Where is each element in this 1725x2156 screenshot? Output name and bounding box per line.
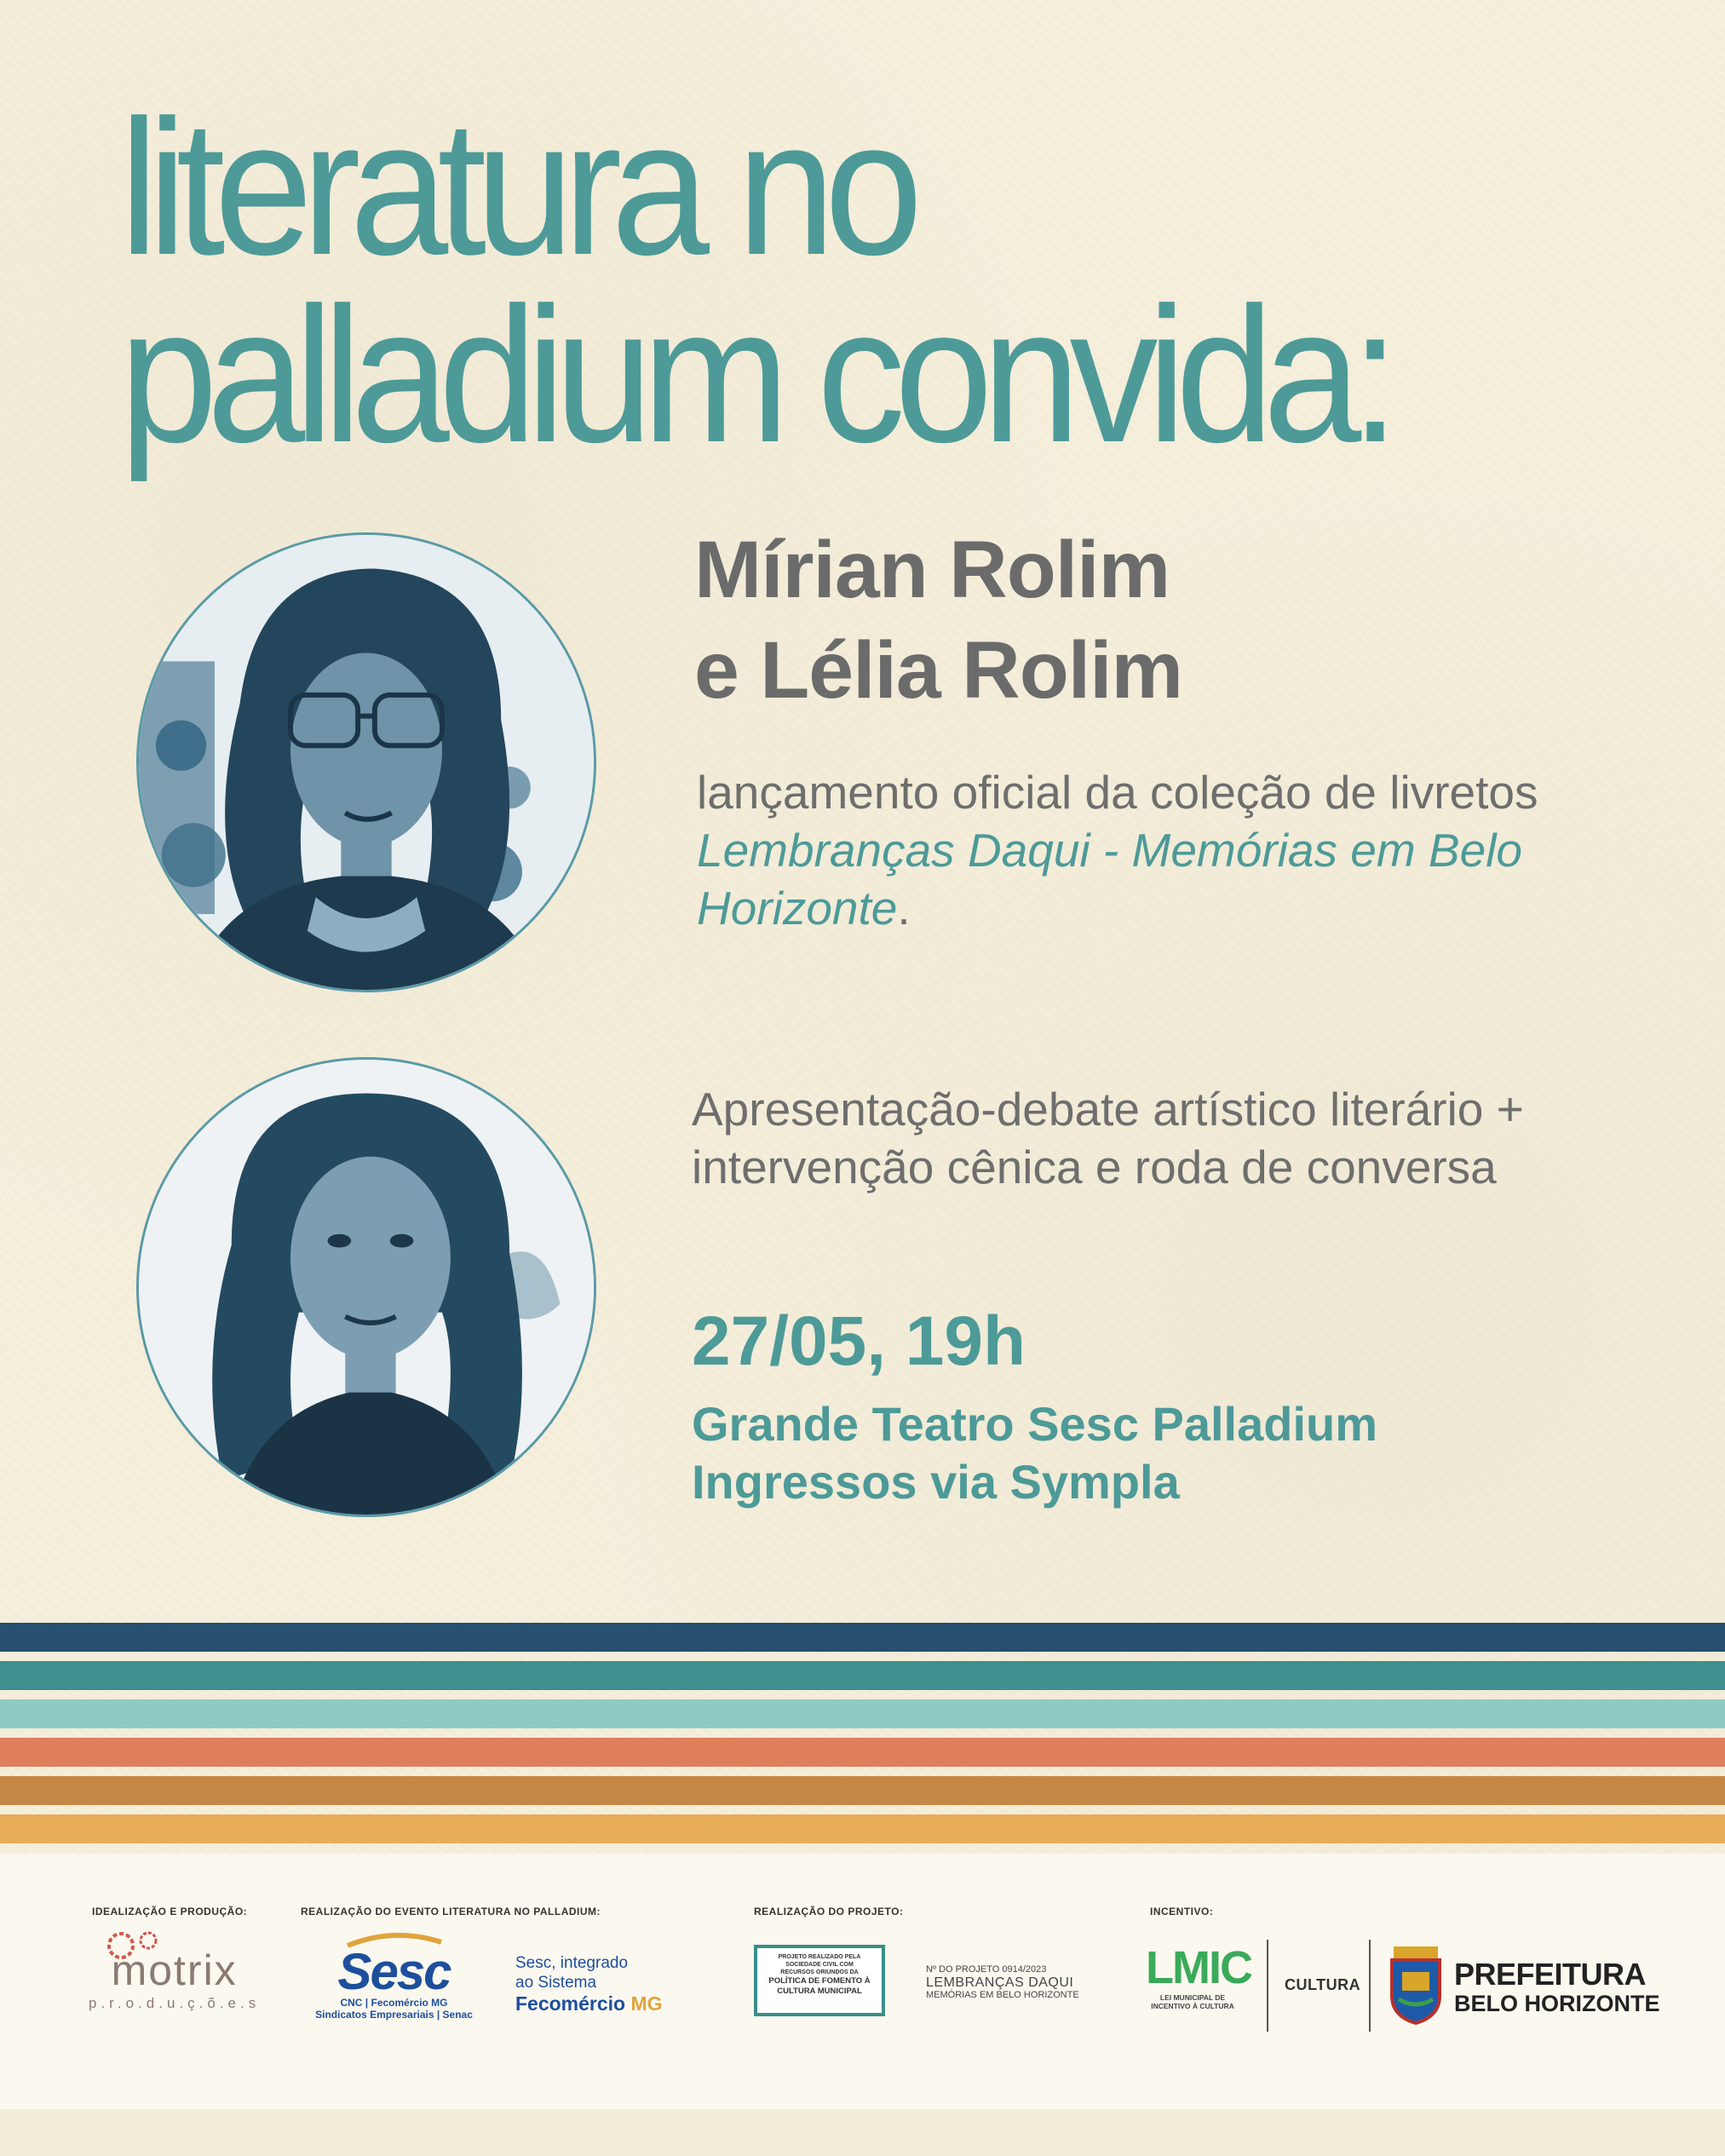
stripe [0, 1776, 1725, 1805]
sesc-subtitle: CNC | Fecomércio MG [340, 1997, 448, 2009]
fecomercio-logo [515, 1953, 663, 2015]
launch-suffix: . [897, 882, 911, 934]
fomento-line-4: POLÍTICA DE FOMENTO À [768, 1976, 871, 1986]
label-idealizacao: IDEALIZAÇÃO E PRODUÇÃO: [92, 1906, 248, 1917]
portrait-illustration-2 [139, 1060, 594, 1515]
guest-photo-2 [136, 1057, 596, 1517]
portrait-illustration-1 [139, 535, 594, 990]
launch-text: lançamento oficial da coleção de livretos [697, 766, 1538, 819]
ticket-info: Ingressos via Sympla [692, 1455, 1180, 1509]
stripe [0, 1661, 1725, 1690]
project-number-line-2: LEMBRANÇAS DAQUI [926, 1975, 1074, 1990]
fecomercio-line-2: ao Sistema [515, 1974, 597, 1992]
motrix-logo [89, 1934, 260, 2012]
poster-title [119, 79, 1389, 482]
fecomercio-wordmark: Fecomércio [515, 1992, 626, 2015]
fomento-seal [754, 1945, 885, 2016]
label-realizacao-projeto: REALIZAÇÃO DO PROJETO: [754, 1906, 904, 1917]
event-description: Apresentação-debate artístico literário + intervenção cênica e roda de conversa [692, 1083, 1524, 1193]
event-venue [692, 1395, 1377, 1511]
project-number-line-1: Nº DO PROJETO 0914/2023 [926, 1964, 1047, 1975]
footer-divider [1267, 1940, 1268, 2032]
motrix-subtitle: p.r.o.d.u.ç.õ.e.s [89, 1995, 261, 2011]
prefeitura-line-1: PREFEITURA [1454, 1957, 1647, 1992]
footer-bottom-band [0, 2109, 1725, 2156]
label-realizacao-evento: REALIZAÇÃO DO EVENTO LITERATURA NO PALLADIUM: [301, 1906, 601, 1917]
event-datetime: 27/05, 19h [692, 1302, 1026, 1380]
sesc-logo [302, 1932, 486, 2021]
launch-description [697, 763, 1676, 937]
footer-divider [1369, 1940, 1371, 2032]
guest-photo-1 [136, 532, 596, 992]
lmic-sub-1: LEI MUNICIPAL DE [1159, 1993, 1226, 2002]
sesc-wordmark: Sesc [337, 1943, 451, 2000]
fecomercio-brand [515, 1992, 663, 2015]
stripe [0, 1623, 1725, 1652]
guest-names-line-2: e Lélia Rolim [694, 625, 1183, 716]
lmic-sub-2: INCENTIVO À CULTURA [1151, 2002, 1234, 2010]
stripe [0, 1699, 1725, 1728]
cultura-label: CULTURA [1285, 1976, 1361, 1993]
fomento-line-2: SOCIEDADE CIVIL COM [785, 1962, 854, 1968]
bh-coat-of-arms-icon [1387, 1946, 1445, 2025]
sesc-subtitle-2: Sindicatos Empresariais | Senac [315, 2009, 473, 2021]
prefeitura-logo [1454, 1958, 1660, 2016]
lmic-wordmark: LMIC [1146, 1942, 1251, 1993]
fecomercio-mg: MG [630, 1992, 663, 2015]
prefeitura-line-2: BELO HORIZONTE [1454, 1991, 1660, 2016]
fomento-line-5: CULTURA MUNICIPAL [777, 1986, 862, 1996]
stripe [0, 1814, 1725, 1843]
fecomercio-line-1: Sesc, integrado [515, 1954, 629, 1972]
stripe [0, 1738, 1725, 1767]
title-line-1: literatura no [119, 79, 912, 295]
venue-name: Grande Teatro Sesc Palladium [692, 1397, 1378, 1451]
label-incentivo: INCENTIVO: [1150, 1906, 1214, 1917]
lmic-logo [1146, 1942, 1251, 2010]
gear-icon [104, 1929, 164, 1963]
fomento-line-3: RECURSOS ORIUNDOS DA [780, 1969, 859, 1975]
project-number-line-3: MEMÓRIAS EM BELO HORIZONTE [926, 1990, 1079, 2000]
collection-title: Lembranças Daqui - Memórias em Belo Horizonte [697, 824, 1522, 934]
title-line-2: palladium convida: [119, 267, 1389, 482]
guest-names [694, 520, 1182, 721]
motrix-wordmark: motrix [111, 1946, 238, 1994]
fomento-line-1: PROJETO REALIZADO PELA [778, 1954, 861, 1960]
guest-names-line-1: Mírian Rolim [694, 525, 1170, 615]
project-number [926, 1963, 1079, 2002]
